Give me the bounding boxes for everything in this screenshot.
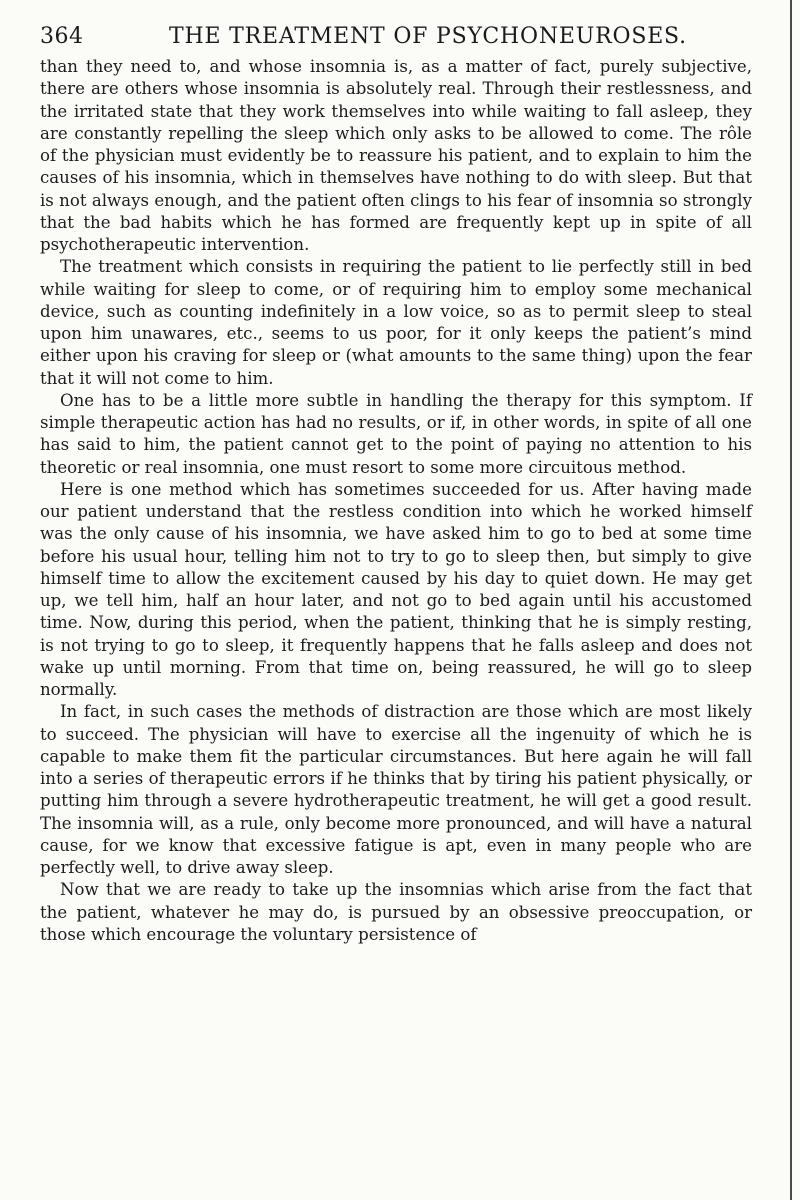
paragraph: One has to be a little more subtle in handling the therapy for this symptom. If simple therapeutic action has had no results, or if, in other words, in spite of all one has said to him, the patient cannot get to the point of paying no attention to his theoretic or real insomnia, one must resort to some more circuitous method.	[40, 390, 752, 477]
running-title: THE TREATMENT OF PSYCHONEUROSES.	[169, 24, 687, 49]
page-edge-line	[790, 0, 792, 1200]
page-header	[40, 20, 760, 60]
page-number: 364	[40, 24, 84, 49]
paragraph-continued: than they need to, and whose insomnia is, as a matter of fact, purely subjective, there are others whose insomnia is absolutely real. Through their restlessness, and the irritated state that they work themselves into while waiting to fall asleep, they are constantly repelling the sleep which only asks to be allowed to come. The rôle of the physician must evidently be to reassure his patient, and to explain to him the causes of his insomnia, which in themselves have nothing to do with sleep. But that is not always enough, and the patient often clings to his fear of insomnia so strongly that the bad habits which he has formed are frequently kept up in spite of all psychotherapeutic intervention.	[40, 57, 752, 254]
paragraph: In fact, in such cases the methods of distraction are those which are most likely to succeed. The physician will have to exercise all the ingenuity of which he is capable to make them fit the particular circumstances. But here again he will fall into a series of therapeutic errors if he thinks that by tiring his patient physically, or putting him through a severe hydrotherapeutic treatment, he will get a good result. The insomnia will, as a rule, only become more pronounced, and will have a natural cause, for we know that excessive fatigue is apt, even in many people who are perfectly well, to drive away sleep.	[40, 702, 752, 877]
body-text	[40, 56, 752, 946]
paragraph: The treatment which consists in requiring the patient to lie perfectly still in bed while waiting for sleep to come, or of requiring him to employ some mechanical device, such as counting indefinitely in a low voice, so as to permit sleep to steal upon him unawares, etc., seems to us poor, for it only keeps the patient’s mind either upon his craving for sleep or (what amounts to the same thing) upon the fear that it will not come to him.	[40, 257, 752, 388]
paragraph: Here is one method which has sometimes succeeded for us. After having made our patient understand that the restless condition into which he worked himself was the only cause of his insomnia, we have asked him to go to bed at some time before his usual hour, telling him not to try to go to sleep then, but simply to give himself time to allow the excitement caused by his day to quiet down. He may get up, we tell him, half an hour later, and not go to bed again until his accustomed time. Now, during this period, when the patient, thinking that he is simply resting, is not trying to go to sleep, it frequently happens that he falls asleep and does not wake up until morning. From that time on, being reassured, he will go to sleep normally.	[40, 479, 752, 699]
paragraph: Now that we are ready to take up the insomnias which arise from the fact that the patient, whatever he may do, is pursued by an obsessive preoccupation, or those which encourage the voluntary persistence of	[40, 880, 752, 944]
